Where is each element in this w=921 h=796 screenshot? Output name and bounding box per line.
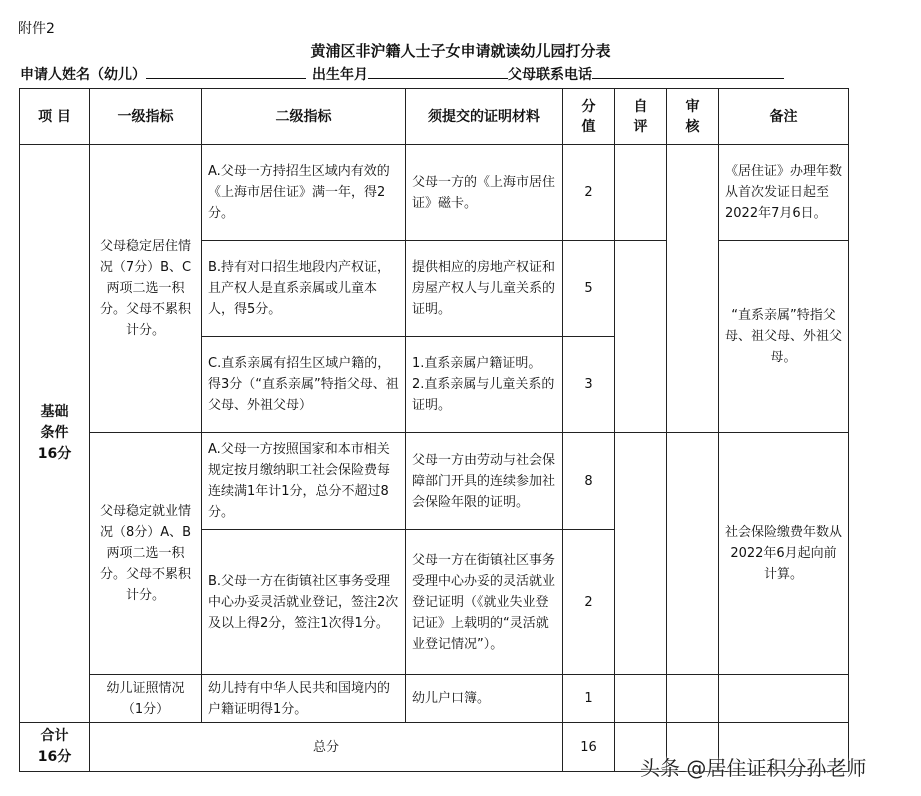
residence-review[interactable] bbox=[667, 145, 719, 433]
table-row bbox=[20, 433, 849, 530]
residence-a-self-eval[interactable] bbox=[615, 145, 667, 241]
residence-c-level2: C.直系亲属有招生区域户籍的，得3分（“直系亲属”特指父母、祖父母、外祖父母） bbox=[202, 337, 406, 433]
header-score: 分值 bbox=[563, 89, 615, 145]
residence-level1-cell: 父母稳定居住情况（7分）B、C两项二选一积分。父母不累积计分。 bbox=[90, 145, 202, 433]
table-row bbox=[20, 145, 849, 241]
header-materials: 须提交的证明材料 bbox=[406, 89, 563, 145]
watermark-text: 头条 @居住证积分孙老师 bbox=[640, 756, 867, 780]
applicant-name-label: 申请人姓名（幼儿） bbox=[20, 67, 146, 83]
residence-a-score: 2 bbox=[563, 145, 615, 241]
employment-level1-cell: 父母稳定就业情况（8分）A、B两项二选一积分。父母不累积计分。 bbox=[90, 433, 202, 675]
residence-b-level2: B.持有对口招生地段内产权证，且产权人是直系亲属或儿童本人，得5分。 bbox=[202, 241, 406, 337]
residence-b-score: 5 bbox=[563, 241, 615, 337]
employment-review[interactable] bbox=[667, 433, 719, 675]
child-self-eval[interactable] bbox=[615, 675, 667, 723]
header-level1: 一级指标 bbox=[90, 89, 202, 145]
employment-a-materials: 父母一方由劳动与社会保障部门开具的连续参加社会保险年限的证明。 bbox=[406, 433, 563, 530]
document-title: 黄浦区非沪籍人士子女申请就读幼儿园打分表 bbox=[310, 42, 611, 60]
residence-b-materials: 提供相应的房地产权证和房屋产权人与儿童关系的证明。 bbox=[406, 241, 563, 337]
header-row bbox=[20, 89, 849, 145]
child-level1-cell: 幼儿证照情况（1分） bbox=[90, 675, 202, 723]
residence-a-level2: A.父母一方持招生区域内有效的《上海市居住证》满一年，得2分。 bbox=[202, 145, 406, 241]
employment-a-score: 8 bbox=[563, 433, 615, 530]
child-review[interactable] bbox=[667, 675, 719, 723]
child-note bbox=[719, 675, 849, 723]
residence-a-materials: 父母一方的《上海市居住证》磁卡。 bbox=[406, 145, 563, 241]
birth-date-blank[interactable] bbox=[368, 64, 508, 79]
residence-c-materials-line1: 1.直系亲属户籍证明。 bbox=[412, 356, 542, 371]
employment-b-materials: 父母一方在街镇社区事务受理中心办妥的灵活就业登记证明（《就业失业登记证》上载明的“灵活就业登记情况”）。 bbox=[406, 530, 563, 675]
header-note: 备注 bbox=[719, 89, 849, 145]
residence-c-score: 3 bbox=[563, 337, 615, 433]
total-label: 合计16分 bbox=[20, 723, 90, 772]
employment-a-level2: A.父母一方按照国家和本市相关规定按月缴纳职工社会保险费每连续满1年计1分，总分不超过8分。 bbox=[202, 433, 406, 530]
table-row bbox=[20, 675, 849, 723]
parent-phone-label: 父母联系电话 bbox=[508, 67, 592, 83]
total-score: 16 bbox=[563, 723, 615, 772]
attachment-label: 附件2 bbox=[18, 21, 55, 37]
residence-bc-note: “直系亲属”特指父母、祖父母、外祖父母。 bbox=[719, 241, 849, 433]
birth-date-label: 出生年月 bbox=[312, 67, 368, 83]
employment-b-score: 2 bbox=[563, 530, 615, 675]
score-table bbox=[19, 88, 849, 772]
child-level2: 幼儿持有中华人民共和国境内的户籍证明得1分。 bbox=[202, 675, 406, 723]
category-cell: 基础条件16分 bbox=[20, 145, 90, 723]
residence-bc-self-eval[interactable] bbox=[615, 241, 667, 433]
residence-c-materials-line2: 2.直系亲属与儿童关系的证明。 bbox=[412, 377, 555, 413]
employment-self-eval[interactable] bbox=[615, 433, 667, 675]
header-item: 项 目 bbox=[20, 89, 90, 145]
employment-note: 社会保险缴费年数从2022年6月起向前计算。 bbox=[719, 433, 849, 675]
applicant-info-row bbox=[20, 64, 840, 84]
header-review: 审核 bbox=[667, 89, 719, 145]
residence-a-note: 《居住证》办理年数从首次发证日起至2022年7月6日。 bbox=[719, 145, 849, 241]
header-self-eval: 自评 bbox=[615, 89, 667, 145]
applicant-name-blank[interactable] bbox=[146, 64, 306, 79]
residence-c-materials bbox=[406, 337, 563, 433]
parent-phone-blank[interactable] bbox=[592, 64, 784, 79]
total-name: 总分 bbox=[90, 723, 563, 772]
header-level2: 二级指标 bbox=[202, 89, 406, 145]
employment-b-level2: B.父母一方在街镇社区事务受理中心办妥灵活就业登记，签注2次及以上得2分，签注1次得1分。 bbox=[202, 530, 406, 675]
child-materials: 幼儿户口簿。 bbox=[406, 675, 563, 723]
child-score: 1 bbox=[563, 675, 615, 723]
